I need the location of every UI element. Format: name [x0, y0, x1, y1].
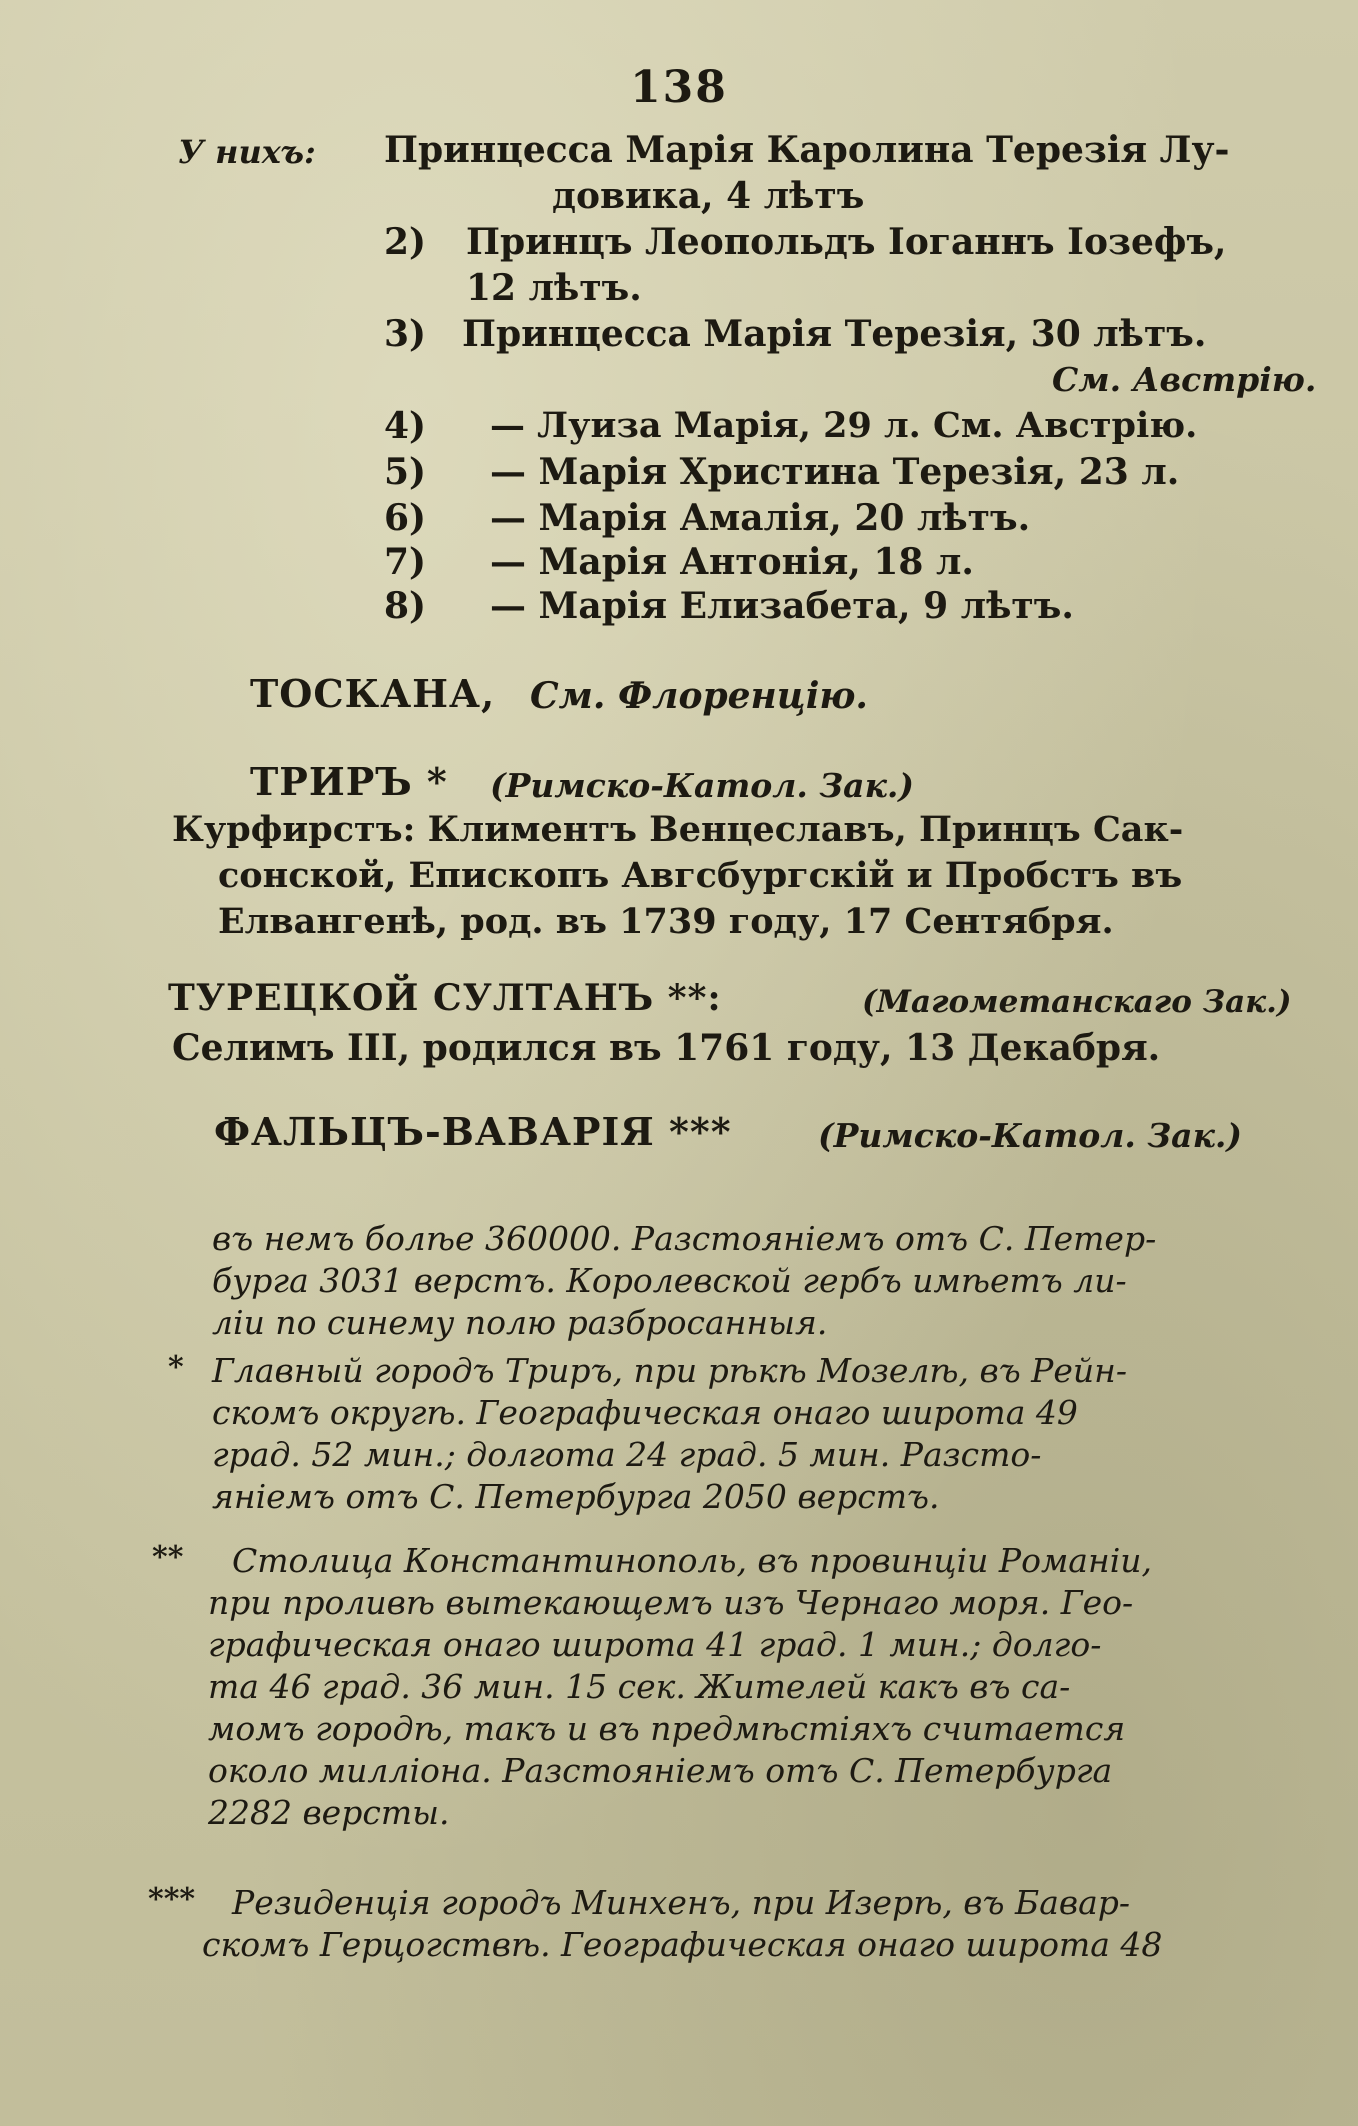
note-1-marker: *: [168, 1350, 184, 1385]
child-1-line-2: довика, 4 лѣтъ: [552, 175, 865, 217]
pfalz-religion: (Римско-Катол. Зак.): [818, 1116, 1243, 1155]
child-2-line-1: Принцъ Леопольдъ Іоганнъ Іозефъ,: [466, 221, 1227, 263]
child-2-number: 2): [384, 221, 427, 263]
note-2-line-4: та 46 град. 36 мин. 15 сек. Жителей какъ въ са-: [208, 1667, 1071, 1706]
note-3-marker: ***: [148, 1882, 196, 1917]
child-5-text: — Марія Христина Терезія, 23 л.: [490, 451, 1180, 493]
child-4-number: 4): [384, 405, 427, 447]
note-0-line-3: ліи по синему полю разбросанныя.: [212, 1303, 828, 1342]
child-3-line-1: Принцесса Марія Терезія, 30 лѣтъ.: [462, 313, 1207, 355]
trier-line-1: Курфирстъ: Климентъ Венцеславъ, Принцъ Сак-: [172, 809, 1184, 850]
toscana-ref: См. Флоренцію.: [530, 675, 868, 717]
note-1-line-3: град. 52 мин.; долгота 24 град. 5 мин. Разсто-: [212, 1435, 1042, 1474]
note-0-line-1: въ немъ болѣе 360000. Разстояніемъ отъ С. Петер-: [212, 1219, 1157, 1258]
child-6-text: — Марія Амалія, 20 лѣтъ.: [490, 497, 1031, 539]
note-3-line-2: скомъ Герцогствѣ. Географическая онаго широта 48: [202, 1925, 1163, 1964]
child-8-number: 8): [384, 585, 427, 627]
note-2-line-1: Столица Константинополь, въ провинціи Романіи,: [232, 1541, 1153, 1580]
trier-line-2: сонской, Епископъ Авгсбургскій и Пробстъ въ: [218, 855, 1183, 896]
note-2-line-7: 2282 версты.: [208, 1793, 450, 1832]
trier-religion: (Римско-Катол. Зак.): [490, 766, 915, 805]
children-intro: У нихъ:: [178, 133, 316, 171]
child-7-number: 7): [384, 541, 427, 583]
child-5-number: 5): [384, 451, 427, 493]
turkey-title: ТУРЕЦКОЙ СУЛТАНЪ **:: [168, 977, 722, 1019]
note-2-line-5: момъ городѣ, такъ и въ предмѣстіяхъ считается: [208, 1709, 1126, 1748]
child-1-line-1: Принцесса Марія Каролина Терезія Лу-: [384, 129, 1230, 171]
toscana-title: ТОСКАНА,: [250, 671, 496, 716]
trier-line-3: Елвангенѣ, род. въ 1739 году, 17 Сентября.: [218, 901, 1114, 942]
note-2-marker: **: [152, 1540, 184, 1575]
note-1-line-2: скомъ округѣ. Географическая онаго широта 49: [212, 1393, 1078, 1432]
note-2-line-3: графическая онаго широта 41 град. 1 мин.; долго-: [208, 1625, 1102, 1664]
note-2-line-2: при проливѣ вытекающемъ изъ Чернаго моря. Гео-: [208, 1583, 1134, 1622]
child-6-number: 6): [384, 497, 427, 539]
note-0-line-2: бурга 3031 верстъ. Королевской гербъ имѣетъ ли-: [212, 1261, 1127, 1300]
note-1-line-4: яніемъ отъ С. Петербурга 2050 верстъ.: [212, 1477, 940, 1516]
trier-title: ТРИРЪ *: [250, 759, 448, 804]
note-3-line-1: Резиденція городъ Минхенъ, при Изерѣ, въ Бавар-: [232, 1883, 1131, 1922]
child-3-number: 3): [384, 313, 427, 355]
note-1-line-1: Главный городъ Триръ, при рѣкѣ Мозелѣ, въ Рейн-: [212, 1351, 1128, 1390]
child-8-text: — Марія Елизабета, 9 лѣтъ.: [490, 585, 1074, 627]
pfalz-title: ФАЛЬЦЪ-ВАВАРІЯ ***: [214, 1109, 732, 1154]
child-7-text: — Марія Антонія, 18 л.: [490, 541, 974, 583]
turkey-religion: (Магометанскаго Зак.): [862, 984, 1292, 1020]
page-number: 138: [630, 62, 728, 113]
child-3-line-2: См. Австрію.: [1052, 360, 1317, 399]
note-2-line-6: около милліона. Разстояніемъ отъ С. Петербурга: [208, 1751, 1113, 1790]
turkey-line-1: Селимъ III, родился въ 1761 году, 13 Декабря.: [172, 1027, 1161, 1069]
child-4-text: — Луиза Марія, 29 л. См. Австрію.: [490, 405, 1198, 446]
child-2-line-2: 12 лѣтъ.: [466, 267, 642, 309]
